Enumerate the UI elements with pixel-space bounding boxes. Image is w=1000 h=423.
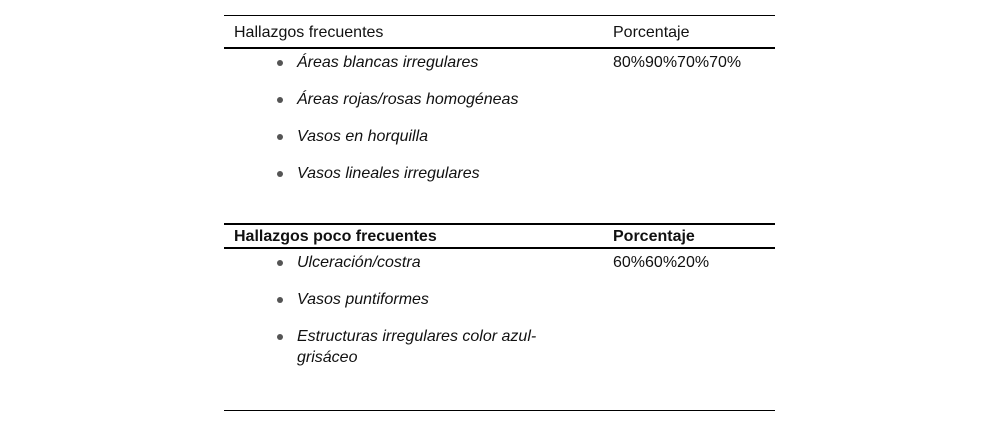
- infrequent-findings-table: [224, 223, 775, 411]
- bullet-icon: [277, 297, 283, 303]
- findings-list: [224, 49, 547, 184]
- finding-text: Áreas blancas irregulares: [297, 54, 479, 71]
- finding-text: Áreas rojas/rosas homogéneas: [297, 91, 519, 108]
- finding-text: Estructuras irregulares color azul-grisáceo: [297, 328, 537, 366]
- list-item: [297, 89, 547, 110]
- list-item: [297, 326, 547, 368]
- frequent-findings-table: [224, 15, 775, 203]
- column-header-percentage: Porcentaje: [613, 228, 695, 245]
- table-header-row: [224, 225, 775, 249]
- bullet-icon: [277, 334, 283, 340]
- bullet-icon: [277, 171, 283, 177]
- list-item: [297, 252, 547, 273]
- finding-text: Vasos lineales irregulares: [297, 165, 480, 182]
- bullet-icon: [277, 97, 283, 103]
- findings-document: [224, 15, 775, 411]
- list-item: [297, 52, 547, 73]
- finding-text: Vasos en horquilla: [297, 128, 429, 145]
- column-header-findings: Hallazgos poco frecuentes: [234, 228, 437, 245]
- table-body-row: [224, 249, 775, 411]
- table-body-row: [224, 49, 775, 203]
- findings-list: [224, 249, 547, 368]
- list-item: [297, 289, 547, 310]
- percentage-values: 80%90%70%70%: [613, 54, 742, 71]
- bullet-icon: [277, 260, 283, 266]
- column-header-percentage: Porcentaje: [613, 24, 690, 41]
- list-item: [297, 163, 547, 184]
- finding-text: Vasos puntiformes: [297, 291, 429, 308]
- table-header-row: [224, 16, 775, 49]
- bullet-icon: [277, 60, 283, 66]
- finding-text: Ulceración/costra: [297, 254, 421, 271]
- list-item: [297, 126, 547, 147]
- column-header-findings: Hallazgos frecuentes: [234, 24, 384, 41]
- bullet-icon: [277, 134, 283, 140]
- percentage-values: 60%60%20%: [613, 254, 710, 271]
